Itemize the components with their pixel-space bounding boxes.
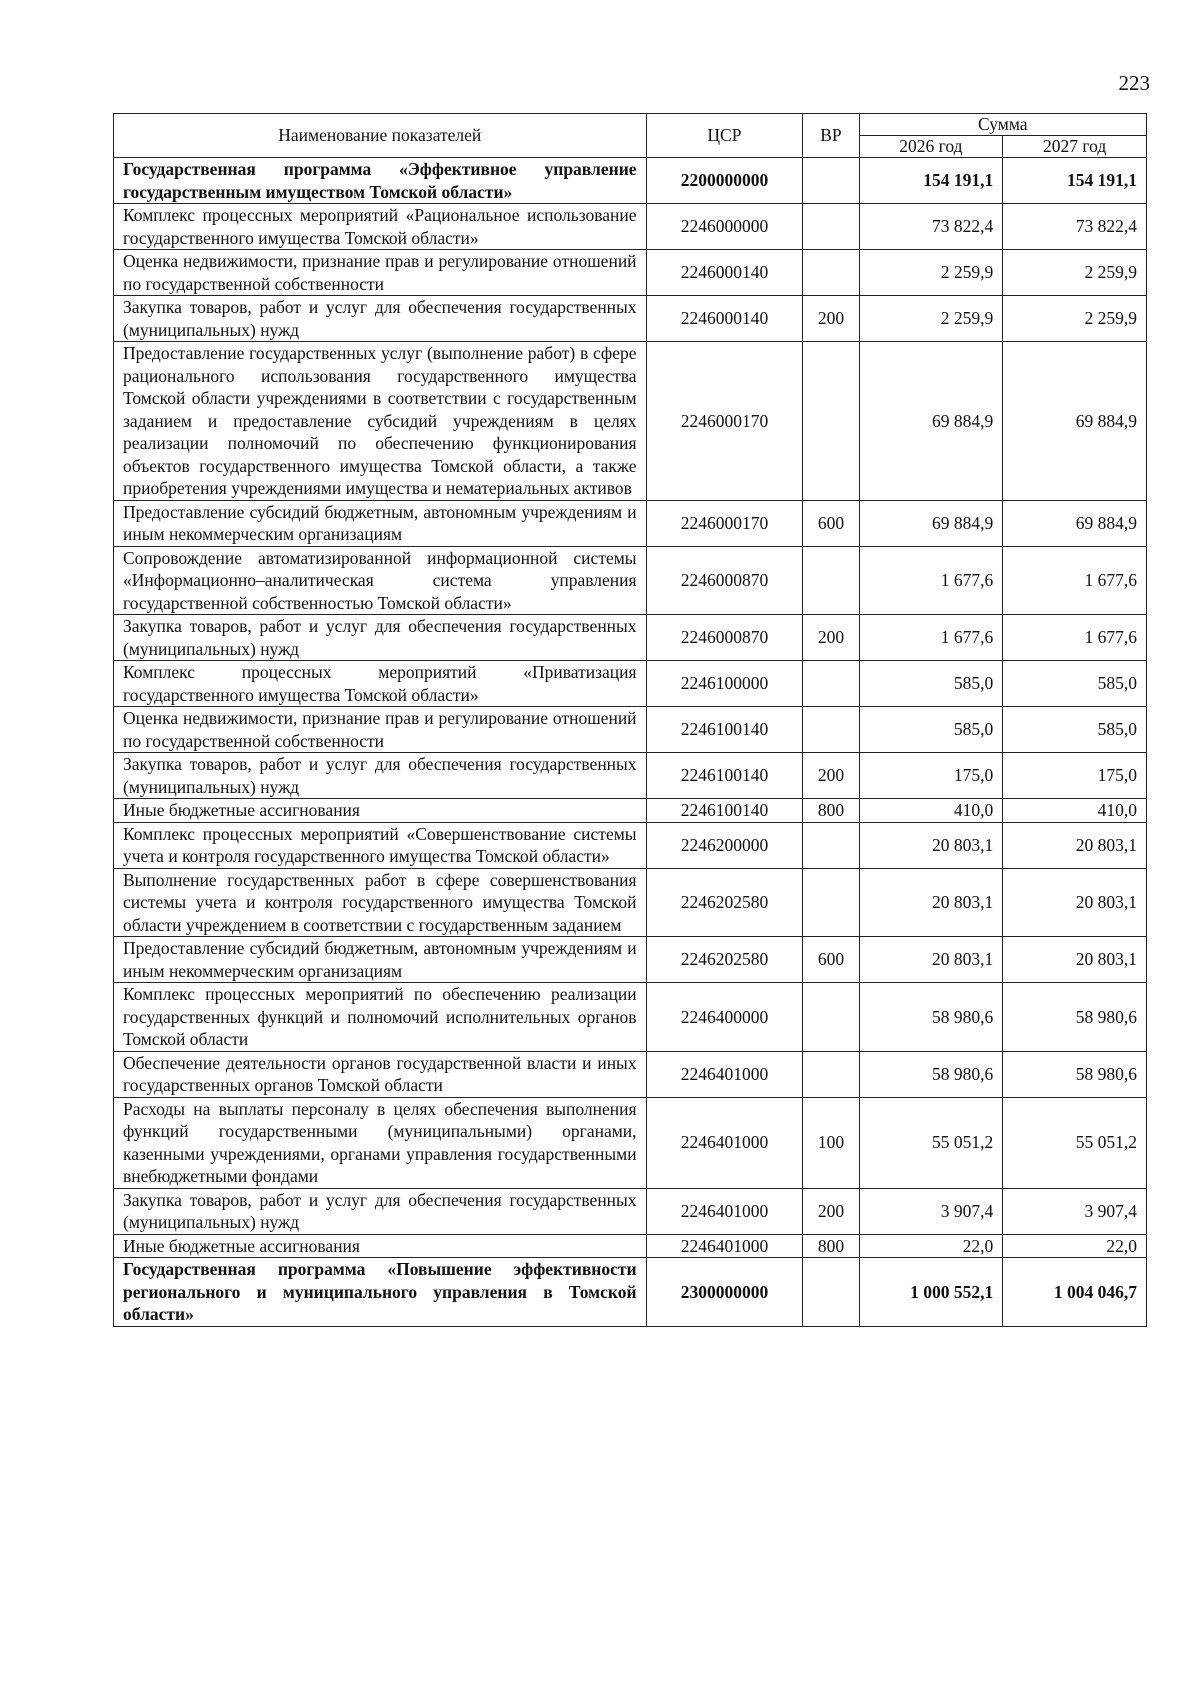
header-sum: Сумма [859, 114, 1146, 136]
row-name: Оценка недвижимости, признание прав и регулирование отношений по государственной собственности [114, 707, 647, 753]
row-amount-2026: 3 907,4 [859, 1188, 1003, 1234]
row-amount-2026: 20 803,1 [859, 822, 1003, 868]
row-name: Обеспечение деятельности органов государственной власти и иных государственных органов Томской области [114, 1051, 647, 1097]
row-name: Расходы на выплаты персоналу в целях обеспечения выполнения функций государственными (муниципальными) органами, казенными учреждениями, органами управления государственными внебюджетными фондами [114, 1097, 647, 1188]
table-row [114, 707, 1147, 753]
row-name: Закупка товаров, работ и услуг для обеспечения государственных (муниципальных) нужд [114, 753, 647, 799]
row-amount-2026: 22,0 [859, 1234, 1003, 1258]
row-vr: 800 [803, 1234, 859, 1258]
row-vr: 200 [803, 1188, 859, 1234]
row-vr [803, 342, 859, 501]
row-name: Закупка товаров, работ и услуг для обеспечения государственных (муниципальных) нужд [114, 615, 647, 661]
table-row [114, 204, 1147, 250]
row-name: Комплекс процессных мероприятий по обеспечению реализации государственных функций и полномочий исполнительных органов Томской области [114, 983, 647, 1052]
row-amount-2027: 410,0 [1003, 799, 1147, 823]
row-vr [803, 868, 859, 937]
row-name: Комплекс процессных мероприятий «Рациональное использование государственного имущества Томской области» [114, 204, 647, 250]
table-row [114, 983, 1147, 1052]
row-name: Оценка недвижимости, признание прав и регулирование отношений по государственной собственности [114, 250, 647, 296]
row-amount-2026: 1 677,6 [859, 615, 1003, 661]
row-name: Иные бюджетные ассигнования [114, 799, 647, 823]
row-vr [803, 158, 859, 204]
table-row [114, 753, 1147, 799]
row-vr: 100 [803, 1097, 859, 1188]
table-row [114, 158, 1147, 204]
row-csr: 2246401000 [646, 1188, 803, 1234]
row-amount-2027: 1 677,6 [1003, 615, 1147, 661]
row-csr: 2246200000 [646, 822, 803, 868]
table-body [114, 158, 1147, 1327]
row-vr [803, 661, 859, 707]
row-csr: 2246000000 [646, 204, 803, 250]
table-row [114, 296, 1147, 342]
row-csr: 2246400000 [646, 983, 803, 1052]
row-amount-2027: 585,0 [1003, 707, 1147, 753]
row-name: Предоставление субсидий бюджетным, автономным учреждениям и иным некоммерческим организациям [114, 937, 647, 983]
table-row [114, 1258, 1147, 1327]
table-row [114, 799, 1147, 823]
row-vr [803, 250, 859, 296]
row-csr: 2246000870 [646, 615, 803, 661]
row-amount-2026: 73 822,4 [859, 204, 1003, 250]
header-name: Наименование показателей [114, 114, 647, 158]
row-name: Иные бюджетные ассигнования [114, 1234, 647, 1258]
row-amount-2027: 2 259,9 [1003, 296, 1147, 342]
row-name: Выполнение государственных работ в сфере совершенствования системы учета и контроля государственного имущества Томской области учреждением в соответствии с государственным заданием [114, 868, 647, 937]
row-name: Предоставление государственных услуг (выполнение работ) в сфере рационального использования государственного имущества Томской области учреждениями в соответствии с государственным заданием и предоставление субсидий учреждениям в целях реализации полномочий по обеспечению функционирования объектов государственного имущества Томской области, а также приобретения учреждениями имущества и нематериальных активов [114, 342, 647, 501]
row-vr [803, 546, 859, 615]
row-name: Комплекс процессных мероприятий «Приватизация государственного имущества Томской области» [114, 661, 647, 707]
table-row [114, 1097, 1147, 1188]
row-amount-2027: 154 191,1 [1003, 158, 1147, 204]
row-amount-2027: 58 980,6 [1003, 983, 1147, 1052]
row-amount-2027: 69 884,9 [1003, 342, 1147, 501]
row-name: Закупка товаров, работ и услуг для обеспечения государственных (муниципальных) нужд [114, 296, 647, 342]
budget-table [113, 113, 1147, 1327]
header-vr: ВР [803, 114, 859, 158]
row-vr: 200 [803, 296, 859, 342]
row-amount-2027: 585,0 [1003, 661, 1147, 707]
row-name: Закупка товаров, работ и услуг для обеспечения государственных (муниципальных) нужд [114, 1188, 647, 1234]
row-vr [803, 707, 859, 753]
row-amount-2026: 55 051,2 [859, 1097, 1003, 1188]
row-amount-2027: 20 803,1 [1003, 868, 1147, 937]
row-vr: 600 [803, 937, 859, 983]
table-row [114, 1188, 1147, 1234]
row-amount-2027: 3 907,4 [1003, 1188, 1147, 1234]
table-row [114, 342, 1147, 501]
table-row [114, 250, 1147, 296]
row-amount-2027: 1 677,6 [1003, 546, 1147, 615]
row-amount-2027: 58 980,6 [1003, 1051, 1147, 1097]
row-csr: 2246100140 [646, 799, 803, 823]
row-csr: 2246202580 [646, 868, 803, 937]
row-amount-2026: 585,0 [859, 661, 1003, 707]
row-csr: 2246000170 [646, 342, 803, 501]
row-amount-2027: 175,0 [1003, 753, 1147, 799]
row-csr: 2300000000 [646, 1258, 803, 1327]
row-amount-2027: 2 259,9 [1003, 250, 1147, 296]
row-amount-2027: 20 803,1 [1003, 937, 1147, 983]
row-amount-2026: 1 677,6 [859, 546, 1003, 615]
row-vr [803, 822, 859, 868]
row-vr: 200 [803, 753, 859, 799]
row-amount-2026: 58 980,6 [859, 983, 1003, 1052]
row-vr: 800 [803, 799, 859, 823]
row-vr: 200 [803, 615, 859, 661]
row-amount-2027: 22,0 [1003, 1234, 1147, 1258]
page-number: 223 [1118, 71, 1150, 95]
row-csr: 2246401000 [646, 1234, 803, 1258]
table-row [114, 500, 1147, 546]
table-row [114, 546, 1147, 615]
table-row [114, 1051, 1147, 1097]
header-year-2026: 2026 год [859, 136, 1003, 158]
row-csr: 2246100000 [646, 661, 803, 707]
row-name: Сопровождение автоматизированной информационной системы «Информационно–аналитическая система управления государственной собственностью Томской области» [114, 546, 647, 615]
row-amount-2026: 20 803,1 [859, 868, 1003, 937]
row-amount-2027: 1 004 046,7 [1003, 1258, 1147, 1327]
row-amount-2026: 69 884,9 [859, 500, 1003, 546]
row-csr: 2246100140 [646, 753, 803, 799]
row-csr: 2246202580 [646, 937, 803, 983]
row-csr: 2246000870 [646, 546, 803, 615]
table-header [114, 114, 1147, 158]
row-amount-2027: 20 803,1 [1003, 822, 1147, 868]
row-amount-2026: 154 191,1 [859, 158, 1003, 204]
row-vr: 600 [803, 500, 859, 546]
row-name: Государственная программа «Эффективное управление государственным имуществом Томской области» [114, 158, 647, 204]
row-vr [803, 1051, 859, 1097]
row-amount-2026: 2 259,9 [859, 250, 1003, 296]
table-row [114, 1234, 1147, 1258]
row-csr: 2200000000 [646, 158, 803, 204]
row-csr: 2246000170 [646, 500, 803, 546]
table-row [114, 661, 1147, 707]
table-row [114, 937, 1147, 983]
header-year-2027: 2027 год [1003, 136, 1147, 158]
table-row [114, 615, 1147, 661]
row-amount-2027: 73 822,4 [1003, 204, 1147, 250]
row-csr: 2246401000 [646, 1051, 803, 1097]
table-row [114, 868, 1147, 937]
row-csr: 2246000140 [646, 250, 803, 296]
row-name: Предоставление субсидий бюджетным, автономным учреждениям и иным некоммерческим организациям [114, 500, 647, 546]
row-amount-2026: 69 884,9 [859, 342, 1003, 501]
row-vr [803, 983, 859, 1052]
row-amount-2026: 175,0 [859, 753, 1003, 799]
row-amount-2027: 55 051,2 [1003, 1097, 1147, 1188]
row-amount-2026: 58 980,6 [859, 1051, 1003, 1097]
row-vr [803, 204, 859, 250]
row-amount-2026: 1 000 552,1 [859, 1258, 1003, 1327]
row-amount-2026: 585,0 [859, 707, 1003, 753]
table-row [114, 822, 1147, 868]
header-csr: ЦСР [646, 114, 803, 158]
row-name: Комплекс процессных мероприятий «Совершенствование системы учета и контроля государственного имущества Томской области» [114, 822, 647, 868]
row-amount-2026: 20 803,1 [859, 937, 1003, 983]
row-csr: 2246000140 [646, 296, 803, 342]
row-csr: 2246401000 [646, 1097, 803, 1188]
row-csr: 2246100140 [646, 707, 803, 753]
row-amount-2026: 410,0 [859, 799, 1003, 823]
row-amount-2026: 2 259,9 [859, 296, 1003, 342]
row-vr [803, 1258, 859, 1327]
row-amount-2027: 69 884,9 [1003, 500, 1147, 546]
row-name: Государственная программа «Повышение эффективности регионального и муниципального управления в Томской области» [114, 1258, 647, 1327]
